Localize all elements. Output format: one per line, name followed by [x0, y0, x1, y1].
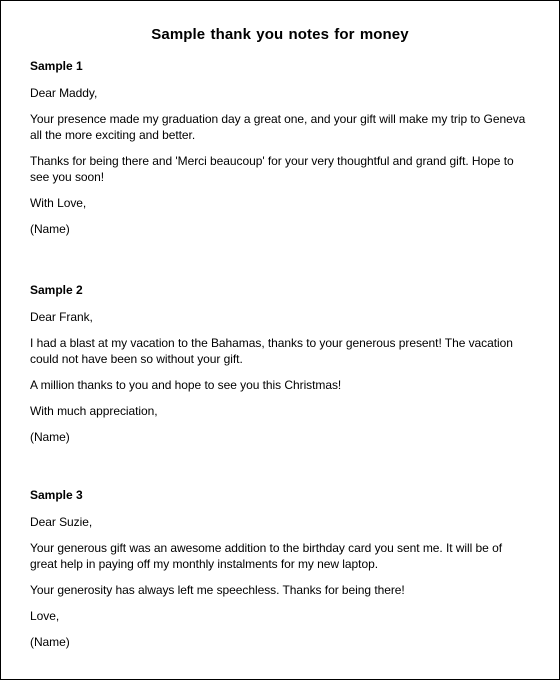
sample-paragraph: Your presence made my graduation day a great one, and your gift will make my trip to Geneva all the more exciting and better.	[30, 112, 526, 142]
sample-section-3	[30, 488, 530, 660]
sample-greeting: Dear Suzie,	[30, 515, 93, 529]
sample-closing: Love,	[30, 609, 60, 623]
sample-signature: (Name)	[30, 222, 70, 236]
sample-signature: (Name)	[30, 430, 70, 444]
sample-section-1	[30, 59, 530, 247]
sample-paragraph: A million thanks to you and hope to see you this Christmas!	[30, 378, 342, 392]
sample-signature: (Name)	[30, 635, 70, 649]
sample-paragraph: Thanks for being there and 'Merci beaucoup' for your very thoughtful and grand gift. Hope to see you soon!	[30, 154, 514, 184]
sample-paragraph: I had a blast at my vacation to the Bahamas, thanks to your generous present! The vacation could not have been so without your gift.	[30, 336, 513, 366]
sample-closing: With Love,	[30, 196, 87, 210]
sample-heading: Sample 3	[30, 488, 83, 502]
document-title: Sample thank you notes for money	[151, 26, 409, 43]
sample-section-2	[30, 283, 530, 455]
sample-paragraph: Your generosity has always left me speechless. Thanks for being there!	[30, 583, 405, 597]
sample-heading: Sample 1	[30, 59, 83, 73]
sample-greeting: Dear Frank,	[30, 310, 93, 324]
sample-greeting: Dear Maddy,	[30, 86, 98, 100]
sample-paragraph: Your generous gift was an awesome addition to the birthday card you sent me. It will be of great help in paying off my monthly instalments for my new laptop.	[30, 541, 502, 571]
sample-heading: Sample 2	[30, 283, 83, 297]
sample-closing: With much appreciation,	[30, 404, 158, 418]
